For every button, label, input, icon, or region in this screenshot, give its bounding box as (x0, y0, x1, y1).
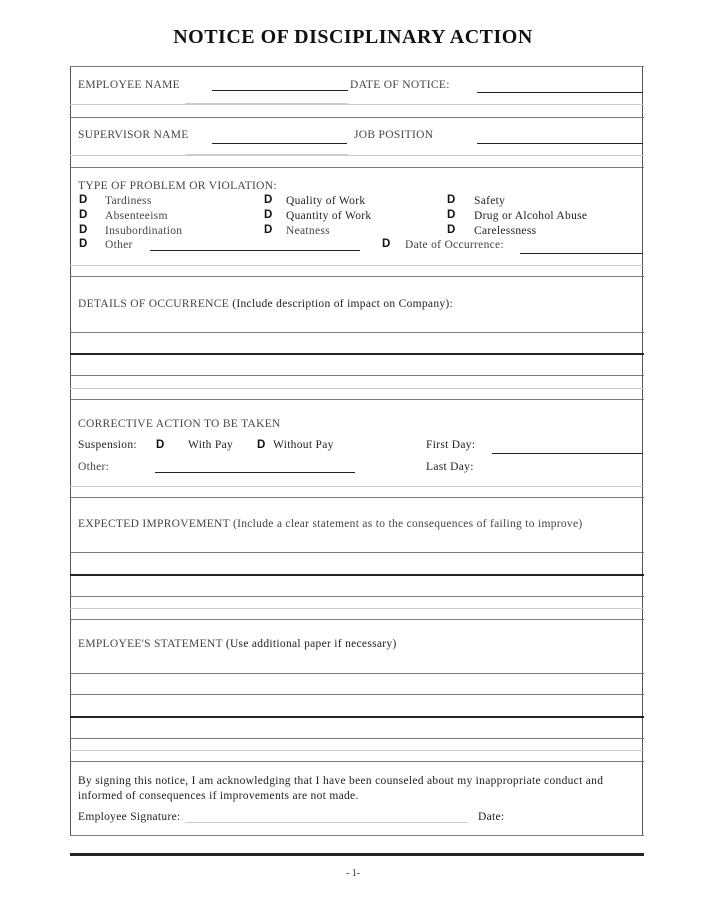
divider (70, 155, 644, 156)
job-position-label: JOB POSITION (354, 129, 434, 141)
divider (70, 104, 644, 105)
field-underline (185, 103, 348, 104)
carelessness-label: Carelessness (474, 225, 537, 237)
acknowledgement-line-2: informed of consequences if improvements are not made. (78, 790, 359, 802)
acknowledgement-line-1: By signing this notice, I am acknowledging that I have been counseled about my inappropriate conduct and (78, 775, 604, 787)
employee-signature-label: Employee Signature: (78, 811, 181, 823)
supervisor-name-label: SUPERVISOR NAME (78, 129, 189, 141)
improvement-title: EXPECTED IMPROVEMENT (78, 518, 230, 530)
with-pay-label: With Pay (188, 439, 234, 451)
divider (70, 265, 644, 266)
divider (70, 276, 644, 277)
details-heading (78, 298, 453, 310)
divider (70, 574, 644, 576)
divider (70, 353, 644, 355)
violation-heading: TYPE OF PROBLEM OR VIOLATION: (78, 180, 277, 192)
divider (70, 738, 644, 739)
quantity-label: Quantity of Work (286, 210, 372, 222)
divider (70, 673, 644, 674)
supervisor-name-field[interactable] (212, 143, 347, 144)
divider (70, 66, 644, 67)
divider (70, 552, 644, 553)
divider (70, 399, 644, 400)
other-field[interactable] (150, 250, 360, 251)
corrective-heading: CORRECTIVE ACTION TO BE TAKEN (78, 418, 281, 430)
safety-label: Safety (474, 195, 506, 207)
date-of-occurrence-label: Date of Occurrence: (405, 239, 504, 251)
quantity-checkbox[interactable]: D (264, 209, 273, 221)
corrective-other-field[interactable] (155, 472, 355, 473)
tardiness-label: Tardiness (105, 195, 152, 207)
without-pay-label: Without Pay (273, 439, 334, 451)
tardiness-checkbox[interactable]: D (79, 194, 88, 206)
divider (70, 167, 644, 168)
divider (70, 835, 644, 836)
carelessness-checkbox[interactable]: D (447, 224, 456, 236)
employee-name-label: EMPLOYEE NAME (78, 79, 180, 91)
date-of-notice-label: DATE OF NOTICE: (350, 79, 450, 91)
drug-alcohol-checkbox[interactable]: D (447, 209, 456, 221)
page-rule (70, 853, 644, 856)
last-day-label: Last Day: (426, 461, 474, 473)
page-number: - 1- (345, 868, 361, 879)
without-pay-checkbox[interactable]: D (257, 439, 266, 451)
safety-checkbox[interactable]: D (447, 194, 456, 206)
quality-label: Quality of Work (286, 195, 366, 207)
divider (70, 619, 644, 620)
date-of-notice-field[interactable] (477, 92, 643, 93)
divider (70, 750, 644, 751)
drug-alcohol-label: Drug or Alcohol Abuse (474, 210, 588, 222)
divider (70, 388, 644, 389)
first-day-label: First Day: (426, 439, 476, 451)
insubordination-checkbox[interactable]: D (79, 224, 88, 236)
date-of-occurrence-checkbox[interactable]: D (382, 238, 391, 250)
quality-checkbox[interactable]: D (264, 194, 273, 206)
statement-title: EMPLOYEE'S STATEMENT (78, 638, 223, 650)
insubordination-label: Insubordination (105, 225, 183, 237)
form-title: NOTICE OF DISCIPLINARY ACTION (173, 26, 533, 48)
divider (70, 497, 644, 498)
employee-name-field[interactable] (212, 90, 348, 91)
statement-heading (78, 638, 397, 650)
first-day-field[interactable] (492, 453, 643, 454)
improvement-heading (78, 518, 583, 530)
divider (70, 761, 644, 762)
divider (70, 332, 644, 333)
corrective-other-label: Other: (78, 461, 110, 473)
absenteeism-label: Absenteeism (105, 210, 168, 222)
improvement-note: (Include a clear statement as to the consequences of failing to improve) (232, 518, 583, 530)
signature-date-label: Date: (478, 811, 505, 823)
details-title: DETAILS OF OCCURRENCE (78, 298, 230, 310)
divider (70, 716, 644, 718)
absenteeism-checkbox[interactable]: D (79, 209, 88, 221)
statement-note: (Use additional paper if necessary) (225, 638, 397, 650)
divider (70, 117, 644, 118)
divider (70, 596, 644, 597)
divider (70, 375, 644, 376)
divider (70, 608, 644, 609)
neatness-label: Neatness (286, 225, 330, 237)
divider (70, 486, 644, 487)
job-position-field[interactable] (477, 143, 643, 144)
details-note: (Include description of impact on Company): (232, 298, 454, 310)
field-underline (185, 154, 348, 155)
employee-signature-field[interactable] (185, 822, 468, 823)
other-label: Other (105, 239, 133, 251)
suspension-label: Suspension: (78, 439, 137, 451)
divider (70, 694, 644, 695)
neatness-checkbox[interactable]: D (264, 224, 273, 236)
other-checkbox[interactable]: D (79, 238, 88, 250)
date-of-occurrence-field[interactable] (520, 253, 643, 254)
with-pay-checkbox[interactable]: D (156, 439, 165, 451)
